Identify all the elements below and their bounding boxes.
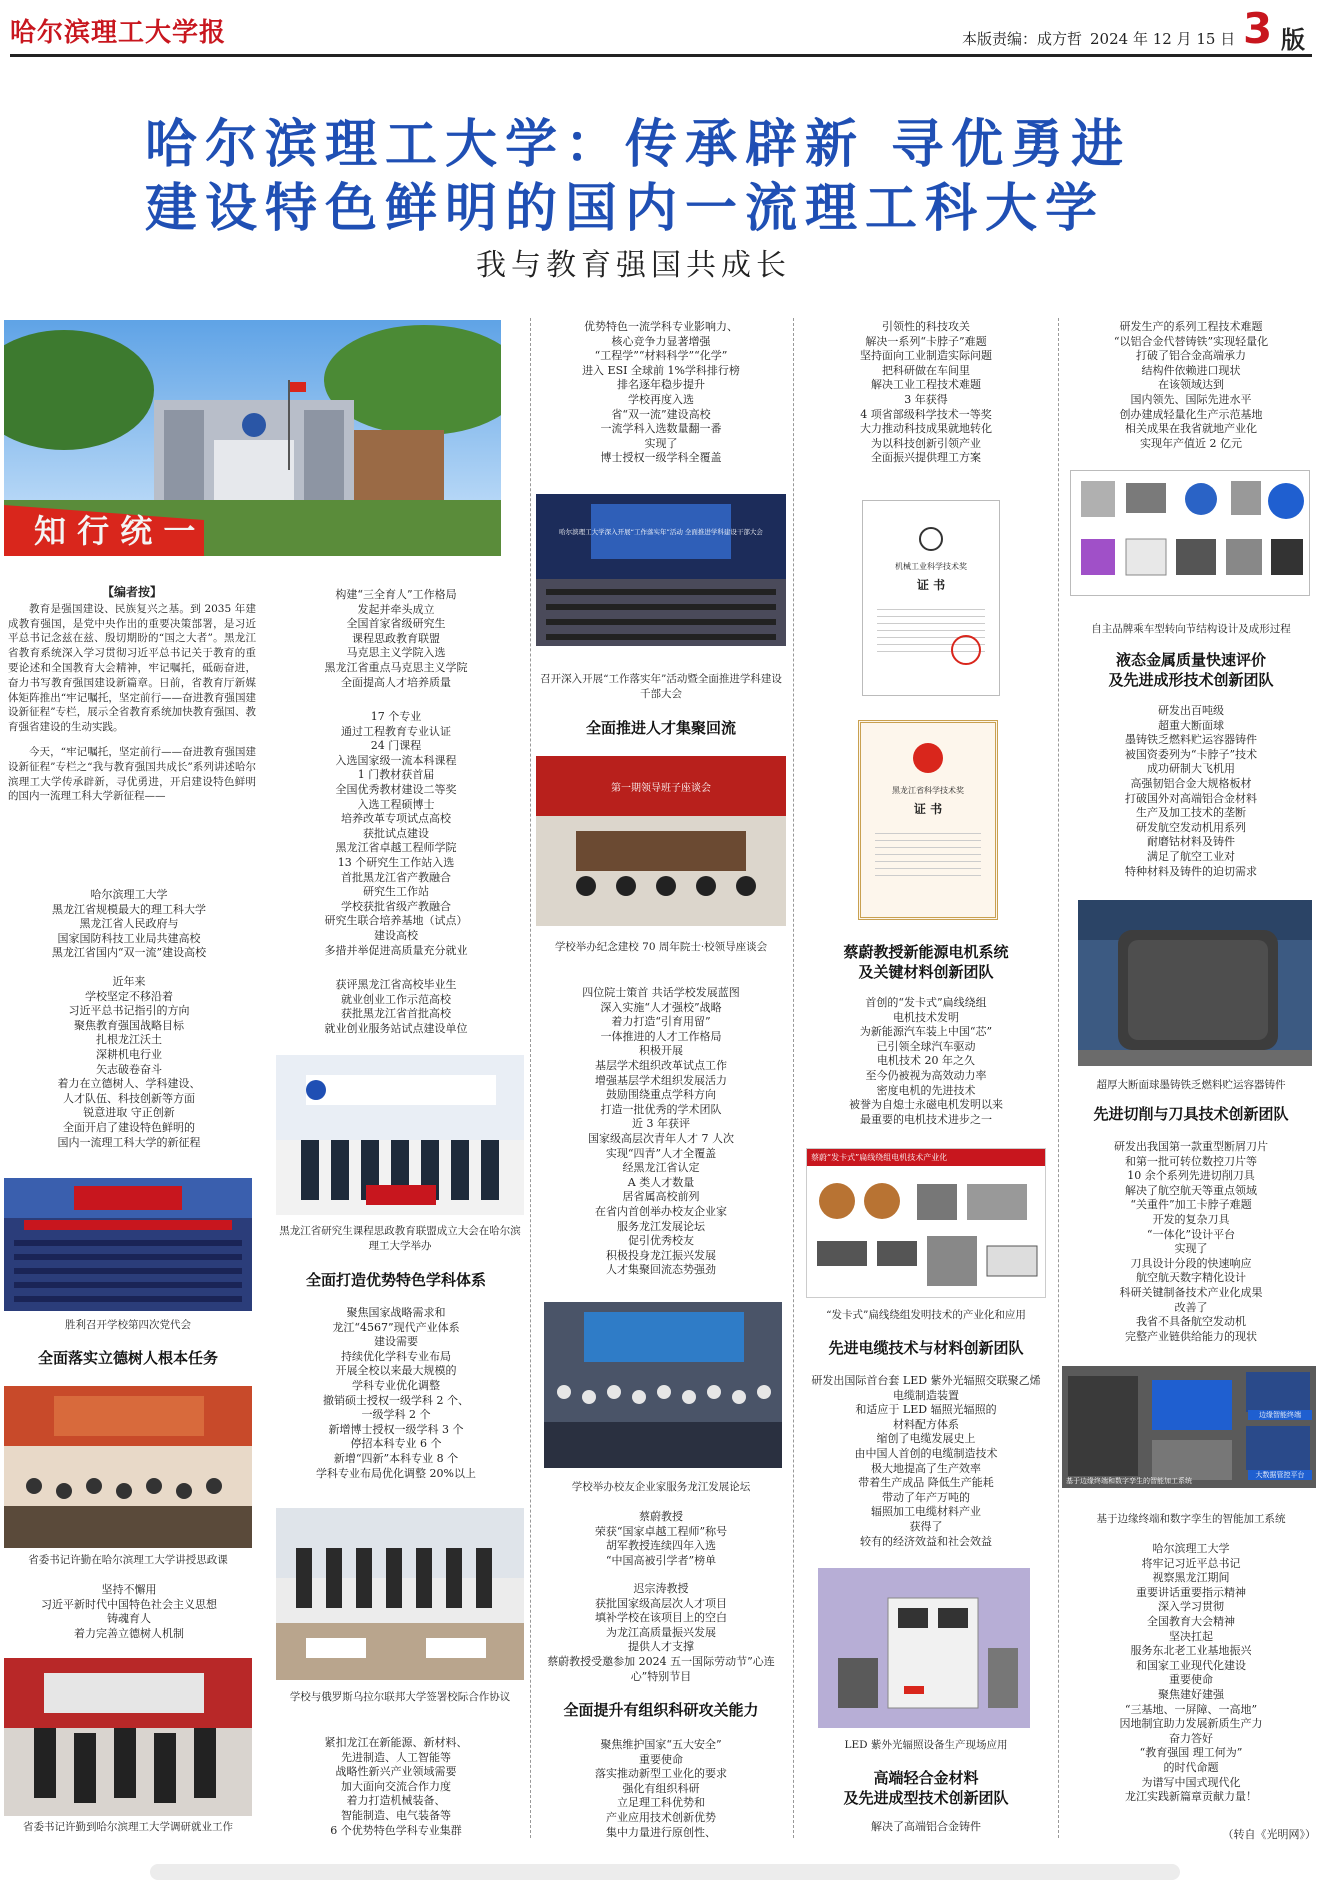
body-block: 聚焦维护国家“五大安全” 重要使命 落实推动新型工业化的要求 强化有组织科研 立足理工科优势和 产业应用技术创新优势 集中力量进行原创性、 — [595, 1738, 727, 1839]
body-block: 四位院士策首 共话学校发展蓝图 深入实施“人才强校”战略 着力打造“引育用留” 一体推进的人才工作格局 积极开展 基层学术组织改革试点工作 增强基层学术组织发展活力 鼓励围绕重点学科方向 打造一批优秀的学术团队 近 3 年获评 国家级高层次青年人才 7 人次 实现“四青”人才全覆盖 经黑龙江省认定 A 类人才数量 居省属高校前列 在省内首创举办校友企业家 服务龙江发展论坛 促引优秀校友 积极投身龙江振兴发展 人才集聚回流态势强劲 — [582, 986, 740, 1277]
body-block: 聚焦国家战略需求和 龙江“4567”现代产业体系 建设需要 持续优化学科专业布局 开展全校以来最大规模的 学科专业优化调整 撤销硕士授权一级学科 2 个、 一级学科 2 个 新增博士授权一级学科 3 个 停招本科专业 6 个 新增“四新”本科专业 8 个 学科专业布局优化调整 20%以上 — [316, 1306, 476, 1480]
photo-caption: 省委书记许勤在哈尔滨理工大学讲授思政课 — [28, 1554, 228, 1566]
photo-caption: 自主品牌乘车型转向节结构设计及成形过程 — [1091, 623, 1291, 635]
section-heading: 先进切削与刀具技术创新团队 — [1093, 1105, 1289, 1123]
screen-label: 边缘智能终端 — [1248, 1410, 1312, 1420]
body-block: 研发出国际首台套 LED 紫外光辐照交联聚乙烯 电缆制造装置 和适应于 LED 辐照光辐照的 材料配方体系 缩创了电缆发展史上 由中国人首创的电缆制造技术 极大地提高了生产效率 带着生产成品 降低生产能耗 带动了年产万吨的 辐照加工电缆材料产业 获得了 较有的经济效益和社会效益 — [811, 1374, 1041, 1548]
issue-date: 2024 年 12 月 15 日 — [1090, 30, 1236, 48]
body-block: 17 个专业 通过工程教育专业认证 24 门课程 入选国家级一流本科课程 1 门教材获首届 全国优秀教材建设二等奖 入选工程硕博士 培养改革专项试点高校 获批试点建设 黑龙江省卓越工程师学院 13 个研究生工作站入选 首批黑龙江省产教融合 研究生工作站 学校获批省级产教融合 研究生联合培养基地（试点） 建设高校 多措并举促进高质量充分就业 — [324, 710, 468, 957]
certificate-label: 证 书 — [916, 578, 946, 592]
body-block: 解决了高端铝合金铸件 — [871, 1820, 981, 1833]
section-heading: 蔡蔚教授新能源电机系统 及关键材料创新团队 — [843, 943, 1009, 981]
agreement-signing-photo — [276, 1508, 524, 1680]
source-attribution: （转自《光明网》） — [1222, 1828, 1316, 1841]
editor-note-label: 【编者按】 — [101, 585, 162, 599]
column-divider — [1058, 318, 1059, 1838]
steering-knuckle-graphic — [1070, 470, 1310, 596]
section-heading: 先进电缆技术与材料创新团队 — [828, 1339, 1024, 1357]
certificate-text-lines — [875, 827, 981, 881]
intelligent-machining-photo — [1062, 1366, 1316, 1488]
page-editor: 本版责编：成方哲 — [962, 30, 1083, 48]
photo-caption: 基于边缘终端和数字孪生的智能加工系统 — [1096, 1513, 1286, 1525]
headline-line1: 哈尔滨理工大学：传承辟新 寻优勇进 — [145, 115, 1132, 175]
certificate-label: 证 书 — [913, 802, 943, 816]
banner-text: 第一期领导班子座谈会 — [611, 783, 711, 794]
intro-block: 哈尔滨理工大学 黑龙江省规模最大的理工科大学 黑龙江省人民政府与 国家国防科技工业局共建高校 黑龙江省国内“双一流”建设高校 — [51, 888, 207, 960]
section-heading: 高端轻合金材料 及先进成型技术创新团队 — [843, 1769, 1009, 1807]
page-number: 3 — [1243, 4, 1273, 53]
emblem-icon — [919, 527, 943, 551]
certificate-provincial-award — [858, 720, 998, 920]
lecture-photo — [4, 1386, 252, 1548]
certificate-title: 黑龙江省科学技术奖 — [892, 786, 964, 795]
column-divider — [530, 318, 531, 1838]
masthead-rule — [10, 54, 1312, 57]
anniversary-forum-photo — [536, 756, 786, 926]
body-block: 研发出百吨级 超重大断面球 墨铸铁乏燃料贮运容器铸件 被国资委列为“卡脖子”技术 成功研制大飞机用 高强韧铝合金大规格板材 打破国外对高端铝合金材料 生产及加工技术的垄断 研发航空发动机用系列 耐磨钴材料及铸件 满足了航空工业对 特种材料及铸件的迫切需求 — [1124, 704, 1258, 878]
photo-caption: “发卡式”扁线绕组发明技术的产业化和应用 — [826, 1309, 1026, 1321]
alliance-founding-photo — [276, 1055, 524, 1215]
graphic-banner: 蔡蔚“发卡式”扁线绕组电机技术产业化 — [807, 1149, 1045, 1166]
certificate-title: 机械工业科学技术奖 — [895, 562, 967, 571]
section-heading: 全面落实立德树人根本任务 — [37, 1349, 218, 1367]
seal-icon — [951, 635, 981, 665]
body-block: 蔡蔚教授 荣获“国家卓越工程师”称号 胡军教授连续四年入选 “中国高被引学者”榜单 — [594, 1510, 728, 1567]
campus-gate-photo — [4, 320, 501, 556]
closing-block: 哈尔滨理工大学 将牢记习近平总书记 视察黑龙江期间 重要讲话重要指示精神 深入学习贯彻 全国教育大会精神 坚决扛起 服务东北老工业基地振兴 和国家工业现代化建设 重要使命 聚焦建好建强 “三基地、一屏障、一高地” 因地制宜助力发展新质生产力 奋力答好 “教育强国 理工何为” 的时代命题 为谱写中国式现代化 龙江实践新篇章贡献力量！ — [1119, 1542, 1263, 1804]
decorative-swoosh-left — [0, 58, 168, 310]
footer-bar — [150, 1864, 1180, 1880]
led-equipment-photo — [818, 1568, 1030, 1728]
photo-caption: 学校举办纪念建校 70 周年院士·校领导座谈会 — [554, 941, 768, 953]
body-block: 坚持不懈用 习近平新时代中国特色社会主义思想 铸魂育人 着力完善立德树人机制 — [41, 1583, 217, 1640]
page-label: 版 — [1281, 25, 1305, 54]
editor-note-paragraph: 教育是强国建设、民族复兴之基。到 2035 年建成教育强国，是党中央作出的重要决策部署，是习近平总书记念兹在兹、殷切期盼的“国之大者”。黑龙江省教育系统深入学习贯彻习近平总书记关于教育的重要论述和全国教育大会精神，牢记嘱托，砥砺奋进，奋力书写教育强国建设新篇章。日前，省教育厅新媒体矩阵推出“牢记嘱托，坚定前行——奋进教育强国建设新征程”专栏，展示全省教育系统加快教育强国、教育强省建设的生动实践。 — [8, 602, 256, 734]
headline-subtitle: 我与教育强国共成长 — [476, 248, 791, 283]
photo-caption: 省委书记许勤到哈尔滨理工大学调研就业工作 — [23, 1821, 233, 1833]
intro-block: 近年来 学校坚定不移沿着 习近平总书记指引的方向 聚焦教育强国战略目标 扎根龙江沃土 深耕机电行业 矢志破卷奋斗 着力在立德树人、学科建设、 人才队伍、科技创新等方面 锐意进取 守正创新 全面开启了建设特色鲜明的 国内一流理工科大学的新征程 — [57, 975, 201, 1149]
body-block: 引领性的科技攻关 解决一系列“卡脖子”难题 坚持面向工业制造实际问题 把科研做在车间里 解决工业工程技术难题 3 年获得 4 项省部级科学技术一等奖 大力推动科技成果就地转化 为以科技创新引领产业 全面振兴提供理工方案 — [860, 320, 992, 465]
gate-slogan-text: 知 行 统 一 — [34, 512, 196, 550]
body-block: 获评黑龙江省高校毕业生 就业创业工作示范高校 获批黑龙江省首批高校 就业创业服务站试点建设单位 — [324, 978, 468, 1035]
body-block: 构建“三全育人”工作格局 发起并牵头成立 全国首家省级研究生 课程思政教育联盟 马克思主义学院入选 黑龙江省重点马克思主义学院 全面提高人才培养质量 — [324, 588, 468, 689]
photo-caption: 学校与俄罗斯乌拉尔联邦大学签署校际合作协议 — [289, 1691, 511, 1703]
masthead — [0, 0, 1323, 58]
column-divider — [793, 318, 794, 1838]
headline-banner — [0, 58, 1323, 310]
section-heading: 全面提升有组织科研攻关能力 — [563, 1701, 759, 1719]
section-heading: 全面打造优势特色学科体系 — [305, 1271, 486, 1289]
editor-note-paragraph: 今天，“牢记嘱托，坚定前行——奋进教育强国建设新征程”专栏之“我与教育强国共成长”系列讲述哈尔滨理工大学传承辟新，寻优勇进，开启建设特色鲜明的国内一流理工科大学新征程—— — [8, 745, 256, 803]
alumni-forum-photo — [544, 1302, 782, 1468]
party-congress-photo — [4, 1178, 252, 1311]
photo-caption: 学校举办校友企业家服务龙江发展论坛 — [571, 1481, 751, 1493]
certificate-machinery-award — [862, 500, 1000, 696]
motor-industrialization-graphic — [806, 1148, 1046, 1298]
body-block: 优势特色一流学科专业影响力、 核心竞争力显著增强 “工程学”“材料科学”“化学” 进入 ESI 全球前 1%学科排行榜 排名逐年稳步提升 学校再度入选 省“双一流”建设高校 一流学科入选数量翻一番 实现了 博士授权一级学科全覆盖 — [582, 320, 740, 465]
cask-casting-photo — [1078, 900, 1312, 1066]
body-block: 紧扣龙江在新能源、新材料、 先进制造、人工智能等 战略性新兴产业领域需要 加大面向交流合作力度 着力打造机械装备、 智能制造、电气装备等 6 个优势特色学科专业集群 — [324, 1736, 468, 1837]
screen-label: 基于边缘终端和数字孪生的智能加工系统 — [1066, 1477, 1192, 1485]
newspaper-name: 哈尔滨理工大学报 — [10, 18, 227, 48]
screen-title-text: 哈尔滨理工大学深入开展“工作落实年”活动 全面推进学科建设干部大会 — [559, 528, 763, 536]
decorative-swoosh-right — [1154, 58, 1323, 310]
photo-caption: 超厚大断面球墨铸铁乏燃料贮运容器铸件 — [1096, 1079, 1286, 1091]
cadre-meeting-photo — [536, 494, 786, 646]
body-block: 迟宗涛教授 获批国家级高层次人才项目 填补学校在该项目上的空白 为龙江高质量振兴发展 提供人才支撑 蔡蔚教授受邀参加 2024 五一国际劳动节”心连心”特别节目 — [547, 1582, 775, 1683]
section-heading: 液态金属质量快速评价 及先进成形技术创新团队 — [1108, 651, 1274, 689]
photo-caption: 黑龙江省研究生课程思政教育联盟成立大会在哈尔滨理工大学举办 — [279, 1225, 521, 1252]
section-heading: 全面推进人才集聚回流 — [585, 719, 736, 737]
national-emblem-icon — [913, 743, 943, 773]
employment-visit-photo — [4, 1658, 252, 1816]
body-block: 首创的“发卡式”扁线绕组 电机技术发明 为新能源汽车装上中国“芯” 已引领全球汽车驱动 电机技术 20 年之久 至今仍被视为高效动力率 密度电机的先进技术 被誉为自熄士永磁电机发明以来 最重要的电机技术进步之一 — [849, 996, 1003, 1126]
photo-caption: LED 紫外光辐照设备生产现场应用 — [844, 1739, 1008, 1751]
editor-note — [8, 585, 256, 804]
screen-label: 大数据管控平台 — [1248, 1470, 1312, 1480]
photo-caption: 胜利召开学校第四次党代会 — [65, 1319, 191, 1331]
headline-line2: 建设特色鲜明的国内一流理工科大学 — [145, 179, 1106, 239]
body-block: 研发出我国第一款重型断屑刀片 和第一批可转位数控刀片等 10 余个系列先进切削刀具 解决了航空航天等重点领域 “关重件”加工卡脖子难题 开发的复杂刀具 “一体化”设计平台 实现了 刀具设计分段的快速响应 航空航天数字精化设计 科研关键制备技术产业化成果 改善了 我省不具备航空发动机 完整产业链供给能力的现状 — [1114, 1140, 1268, 1343]
photo-caption: 召开深入开展“工作落实年”活动暨全面推进学科建设千部大会 — [540, 673, 782, 700]
body-block: 研发生产的系列工程技术难题 “以铝合金代替铸铁”实现轻量化 打破了铝合金高端承力 结构件依赖进口现状 在该领域达到 国内领先、国际先进水平 创办建成轻量化生产示范基地 相关成果在我省就地产业化 实现年产值近 2 亿元 — [1113, 320, 1269, 450]
